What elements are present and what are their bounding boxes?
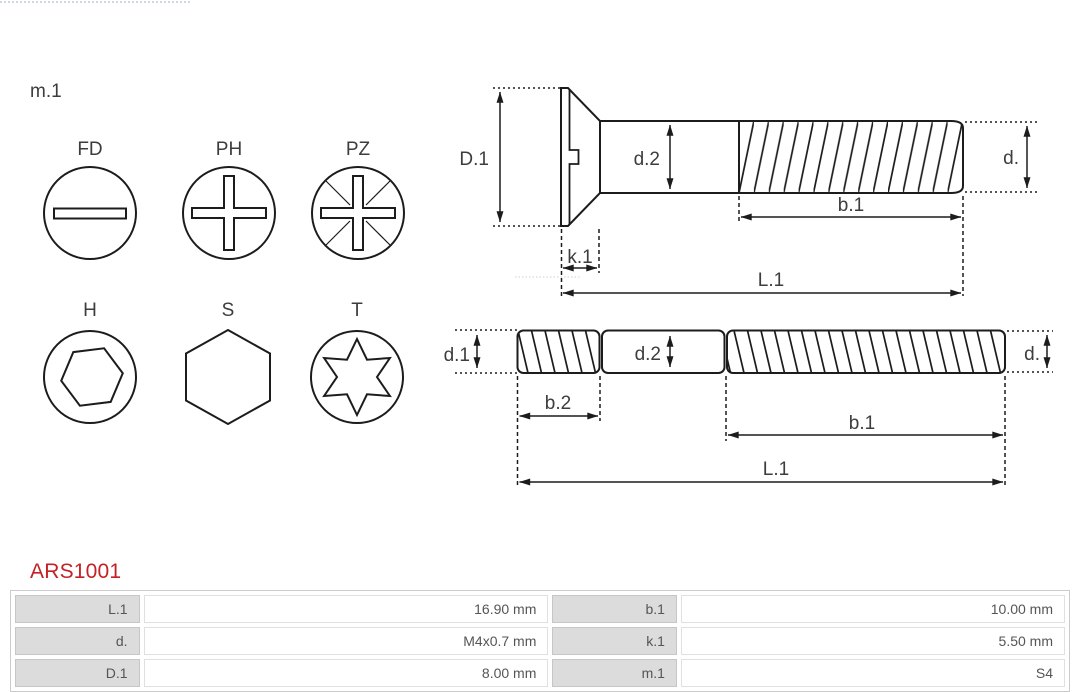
screw-thread — [739, 121, 963, 193]
t-label: T — [351, 300, 363, 321]
spec-label-cell: m.1 — [552, 659, 677, 687]
stud-plain-middle — [602, 331, 725, 374]
table-row — [15, 595, 1065, 623]
torx-icon — [311, 300, 403, 423]
part-number-link[interactable]: ARS1001 — [30, 560, 122, 583]
stud-thread-left — [518, 331, 600, 374]
dim-label-k1: k.1 — [567, 247, 593, 268]
spec-value-cell: 16.90 mm — [144, 595, 549, 623]
hex-socket-icon — [44, 300, 136, 423]
fd-label: FD — [77, 139, 103, 160]
s-label: S — [221, 300, 235, 321]
hex-glyph — [186, 330, 270, 424]
dim-label-D1: D.1 — [459, 149, 489, 170]
stud-thread-right — [727, 331, 1005, 374]
countersunk-screw-drawing — [459, 88, 1037, 296]
h-label: H — [83, 300, 97, 321]
dim-label-d2-stud: d.2 — [634, 344, 661, 365]
dim-label-b2: b.2 — [544, 393, 572, 414]
ph-head-icon — [183, 139, 275, 259]
dim-label-L1-stud: L.1 — [762, 459, 790, 480]
hex-socket-glyph — [58, 346, 126, 407]
table-row — [15, 659, 1065, 687]
screen-edge-artifact — [0, 1, 190, 3]
spec-value-cell: 5.50 mm — [681, 627, 1065, 655]
spec-label-cell: L.1 — [15, 595, 140, 623]
torx-star-glyph — [324, 339, 390, 415]
drive-type-icons — [30, 81, 404, 424]
phillips-cross-glyph — [192, 176, 266, 250]
m1-diagram-label: m.1 — [30, 81, 62, 102]
spec-label-cell: k.1 — [552, 627, 677, 655]
stud-drawing — [444, 330, 1053, 486]
dim-label-d1: d.1 — [443, 345, 470, 366]
spec-value-cell: S4 — [681, 659, 1065, 687]
pozidriv-tick-marks — [326, 181, 390, 245]
dim-label-d2: d.2 — [633, 149, 660, 170]
fd-head-icon — [44, 139, 136, 259]
dim-label-d: d. — [1003, 148, 1019, 169]
spec-label-cell: d. — [15, 627, 140, 655]
spec-label-cell: D.1 — [15, 659, 140, 687]
pz-label: PZ — [345, 139, 371, 160]
dim-label-d-stud: d. — [1024, 344, 1040, 365]
ph-label: PH — [215, 139, 243, 160]
pz-head-icon — [312, 139, 404, 259]
slot-glyph — [54, 209, 126, 219]
spec-value-cell: 10.00 mm — [681, 595, 1065, 623]
dim-label-b1-stud: b.1 — [848, 413, 876, 434]
dim-label-b1: b.1 — [837, 195, 865, 216]
spec-value-cell: M4x0.7 mm — [144, 627, 549, 655]
spec-label-cell: b.1 — [552, 595, 677, 623]
spec-table-wrap — [10, 590, 1070, 692]
hex-external-icon — [186, 300, 270, 424]
dim-label-L1: L.1 — [757, 270, 785, 291]
screw-head-outline — [561, 88, 600, 226]
spec-value-cell: 8.00 mm — [144, 659, 549, 687]
spec-table — [10, 590, 1070, 692]
table-row — [15, 627, 1065, 655]
